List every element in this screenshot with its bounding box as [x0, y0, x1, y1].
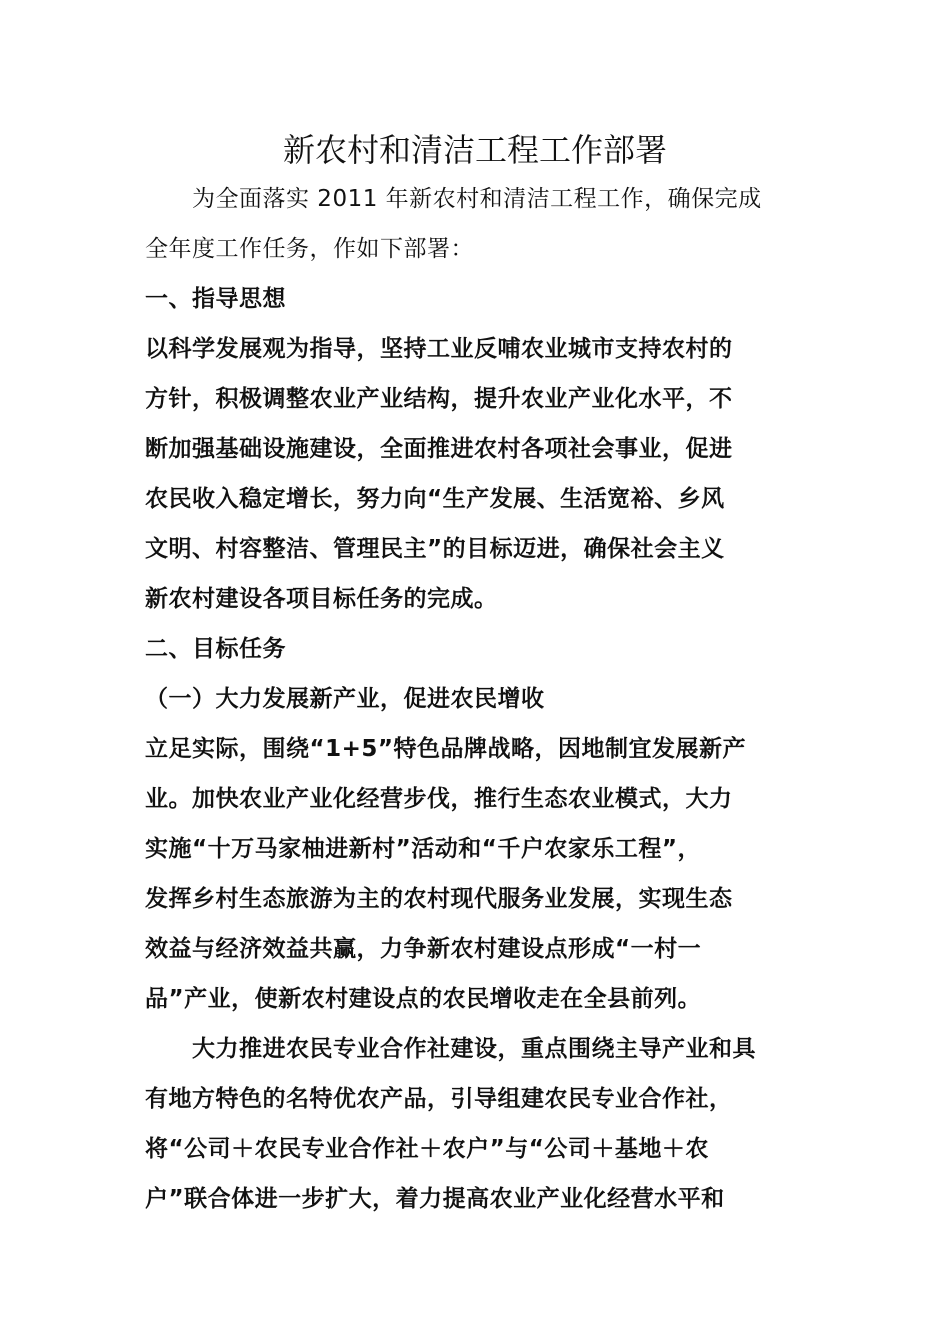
- body-line: 有地方特色的名特优农产品，引导组建农民专业合作社，: [145, 1086, 733, 1112]
- body-line: 为全面落实 2011 年新农村和清洁工程工作，确保完成: [145, 186, 762, 212]
- body-line: 品”产业，使新农村建设点的农民增收走在全县前列。: [145, 986, 702, 1012]
- body-line: （一）大力发展新产业，促进农民增收: [145, 686, 545, 712]
- body-line: 业。加快农业产业化经营步伐，推行生态农业模式，大力: [145, 786, 733, 812]
- body-line: 一、指导思想: [145, 286, 286, 312]
- document-title: 新农村和清洁工程工作部署: [282, 131, 667, 169]
- body-line: 大力推进农民专业合作社建设，重点围绕主导产业和具: [145, 1036, 756, 1062]
- body-line: 文明、村容整洁、管理民主”的目标迈进，确保社会主义: [145, 536, 725, 562]
- body-line: 全年度工作任务，作如下部署：: [145, 236, 474, 262]
- body-line: 立足实际，围绕“1+5”特色品牌战略，因地制宜发展新产: [145, 736, 747, 762]
- body-line: 将“公司＋农民专业合作社＋农户”与“公司＋基地＋农: [145, 1136, 709, 1162]
- body-line: 实施“十万马家柚进新村”活动和“千户农家乐工程”，: [145, 836, 701, 862]
- body-line: 以科学发展观为指导，坚持工业反哺农业城市支持农村的: [145, 336, 733, 362]
- body-line: 农民收入稳定增长，努力向“生产发展、生活宽裕、乡风: [145, 486, 725, 512]
- body-line: 断加强基础设施建设，全面推进农村各项社会事业，促进: [145, 436, 733, 462]
- body-line: 方针，积极调整农业产业结构，提升农业产业化水平，不: [145, 386, 733, 412]
- body-line: 发挥乡村生态旅游为主的农村现代服务业发展，实现生态: [145, 886, 733, 912]
- body-line: 二、目标任务: [145, 636, 286, 662]
- body-line: 户”联合体进一步扩大，着力提高农业产业化经营水平和: [145, 1186, 725, 1212]
- body-line: 效益与经济效益共赢，力争新农村建设点形成“一村一: [145, 936, 702, 962]
- body-line: 新农村建设各项目标任务的完成。: [145, 586, 498, 612]
